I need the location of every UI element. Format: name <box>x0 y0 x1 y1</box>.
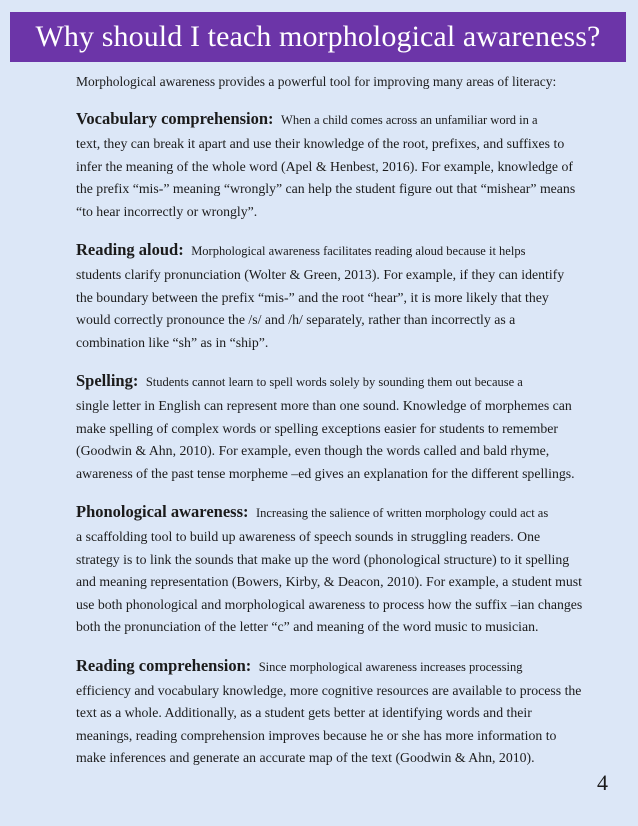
section-first-line <box>76 237 568 264</box>
section-line: awareness of the past tense morpheme –ed gives an explanation for the different spellings. <box>76 465 575 481</box>
section-first-line <box>76 106 568 133</box>
section-line: text as a whole. Additionally, as a student gets better at identifying words and their <box>76 705 532 720</box>
section-line: and meaning representation (Bowers, Kirby, & Deacon, 2010). For example, a student must <box>76 574 583 589</box>
section-line: meanings, reading comprehension improves because he or she has more information to <box>76 727 557 743</box>
section-first-text: Since morphological awareness increases processing <box>258 659 523 674</box>
section-first-text: Students cannot learn to spell words solely by sounding them out because a <box>145 375 523 389</box>
page-title: Why should I teach morphological awareness? <box>35 20 601 53</box>
section-line: “to hear incorrectly or wrongly”. <box>76 203 258 219</box>
section-line: a scaffolding tool to build up awareness of speech sounds in struggling readers. One <box>76 529 541 544</box>
section-first-text: When a child comes across an unfamiliar word in a <box>281 113 538 127</box>
section-line: make spelling of complex words or spelling exceptions easier for students to remember <box>76 420 558 436</box>
section-line: make inferences and generate an accurate map of the text (Goodwin & Ahn, 2010). <box>76 750 535 765</box>
section-heading: Vocabulary comprehension: <box>76 109 274 128</box>
section-heading: Phonological awareness: <box>76 502 249 521</box>
section-line: use both phonological and morphological awareness to process how the suffix –ian changes <box>76 596 583 612</box>
section-line: both the pronunciation of the letter “c” and meaning of the word music to musician. <box>76 619 539 634</box>
section-reading-aloud <box>76 237 568 354</box>
section-reading-comprehension <box>76 653 582 770</box>
section-first-line <box>76 653 568 680</box>
section-line: (Goodwin & Ahn, 2010). For example, even though the words called and bald rhyme, <box>76 443 550 458</box>
document-body <box>76 72 583 784</box>
section-line: would correctly pronounce the /s/ and /h/ separately, rather than incorrectly as a <box>76 312 516 327</box>
section-heading: Reading aloud: <box>76 240 184 259</box>
section-first-text: Increasing the salience of written morphology could act as <box>255 506 549 520</box>
page-number: 4 <box>597 770 608 795</box>
section-first-text: Morphological awareness facilitates reading aloud because it helps <box>191 244 526 258</box>
section-vocabulary-comprehension <box>76 106 576 223</box>
section-line: strategy is to link the sounds that make up the word (phonological structure) to it spelling <box>76 551 570 567</box>
section-spelling <box>76 368 575 485</box>
intro-paragraph: Morphological awareness provides a powerful tool for improving many areas of literacy: <box>76 74 557 89</box>
section-line: efficiency and vocabulary knowledge, more cognitive resources are available to process the <box>76 682 582 698</box>
section-line: students clarify pronunciation (Wolter & Green, 2013). For example, if they can identify <box>76 267 565 282</box>
section-line: the boundary between the prefix “mis-” and the root “hear”, it is more likely that they <box>76 289 549 305</box>
title-banner <box>10 12 626 62</box>
section-line: the prefix “mis-” meaning “wrongly” can help the student figure out that “mishear” means <box>76 181 576 196</box>
section-line: infer the meaning of the whole word (Apel & Henbest, 2016). For example, knowledge of <box>76 158 573 174</box>
section-first-line <box>76 499 568 526</box>
section-line: combination like “sh” as in “ship”. <box>76 334 269 350</box>
section-heading: Reading comprehension: <box>76 655 252 675</box>
section-heading: Spelling: <box>76 371 139 390</box>
section-first-line <box>76 368 568 395</box>
section-line: text, they can break it apart and use their knowledge of the root, prefixes, and suffixes to <box>76 136 565 151</box>
section-phonological-awareness <box>76 499 583 639</box>
section-line: single letter in English can represent more than one sound. Knowledge of morphemes can <box>76 398 572 413</box>
